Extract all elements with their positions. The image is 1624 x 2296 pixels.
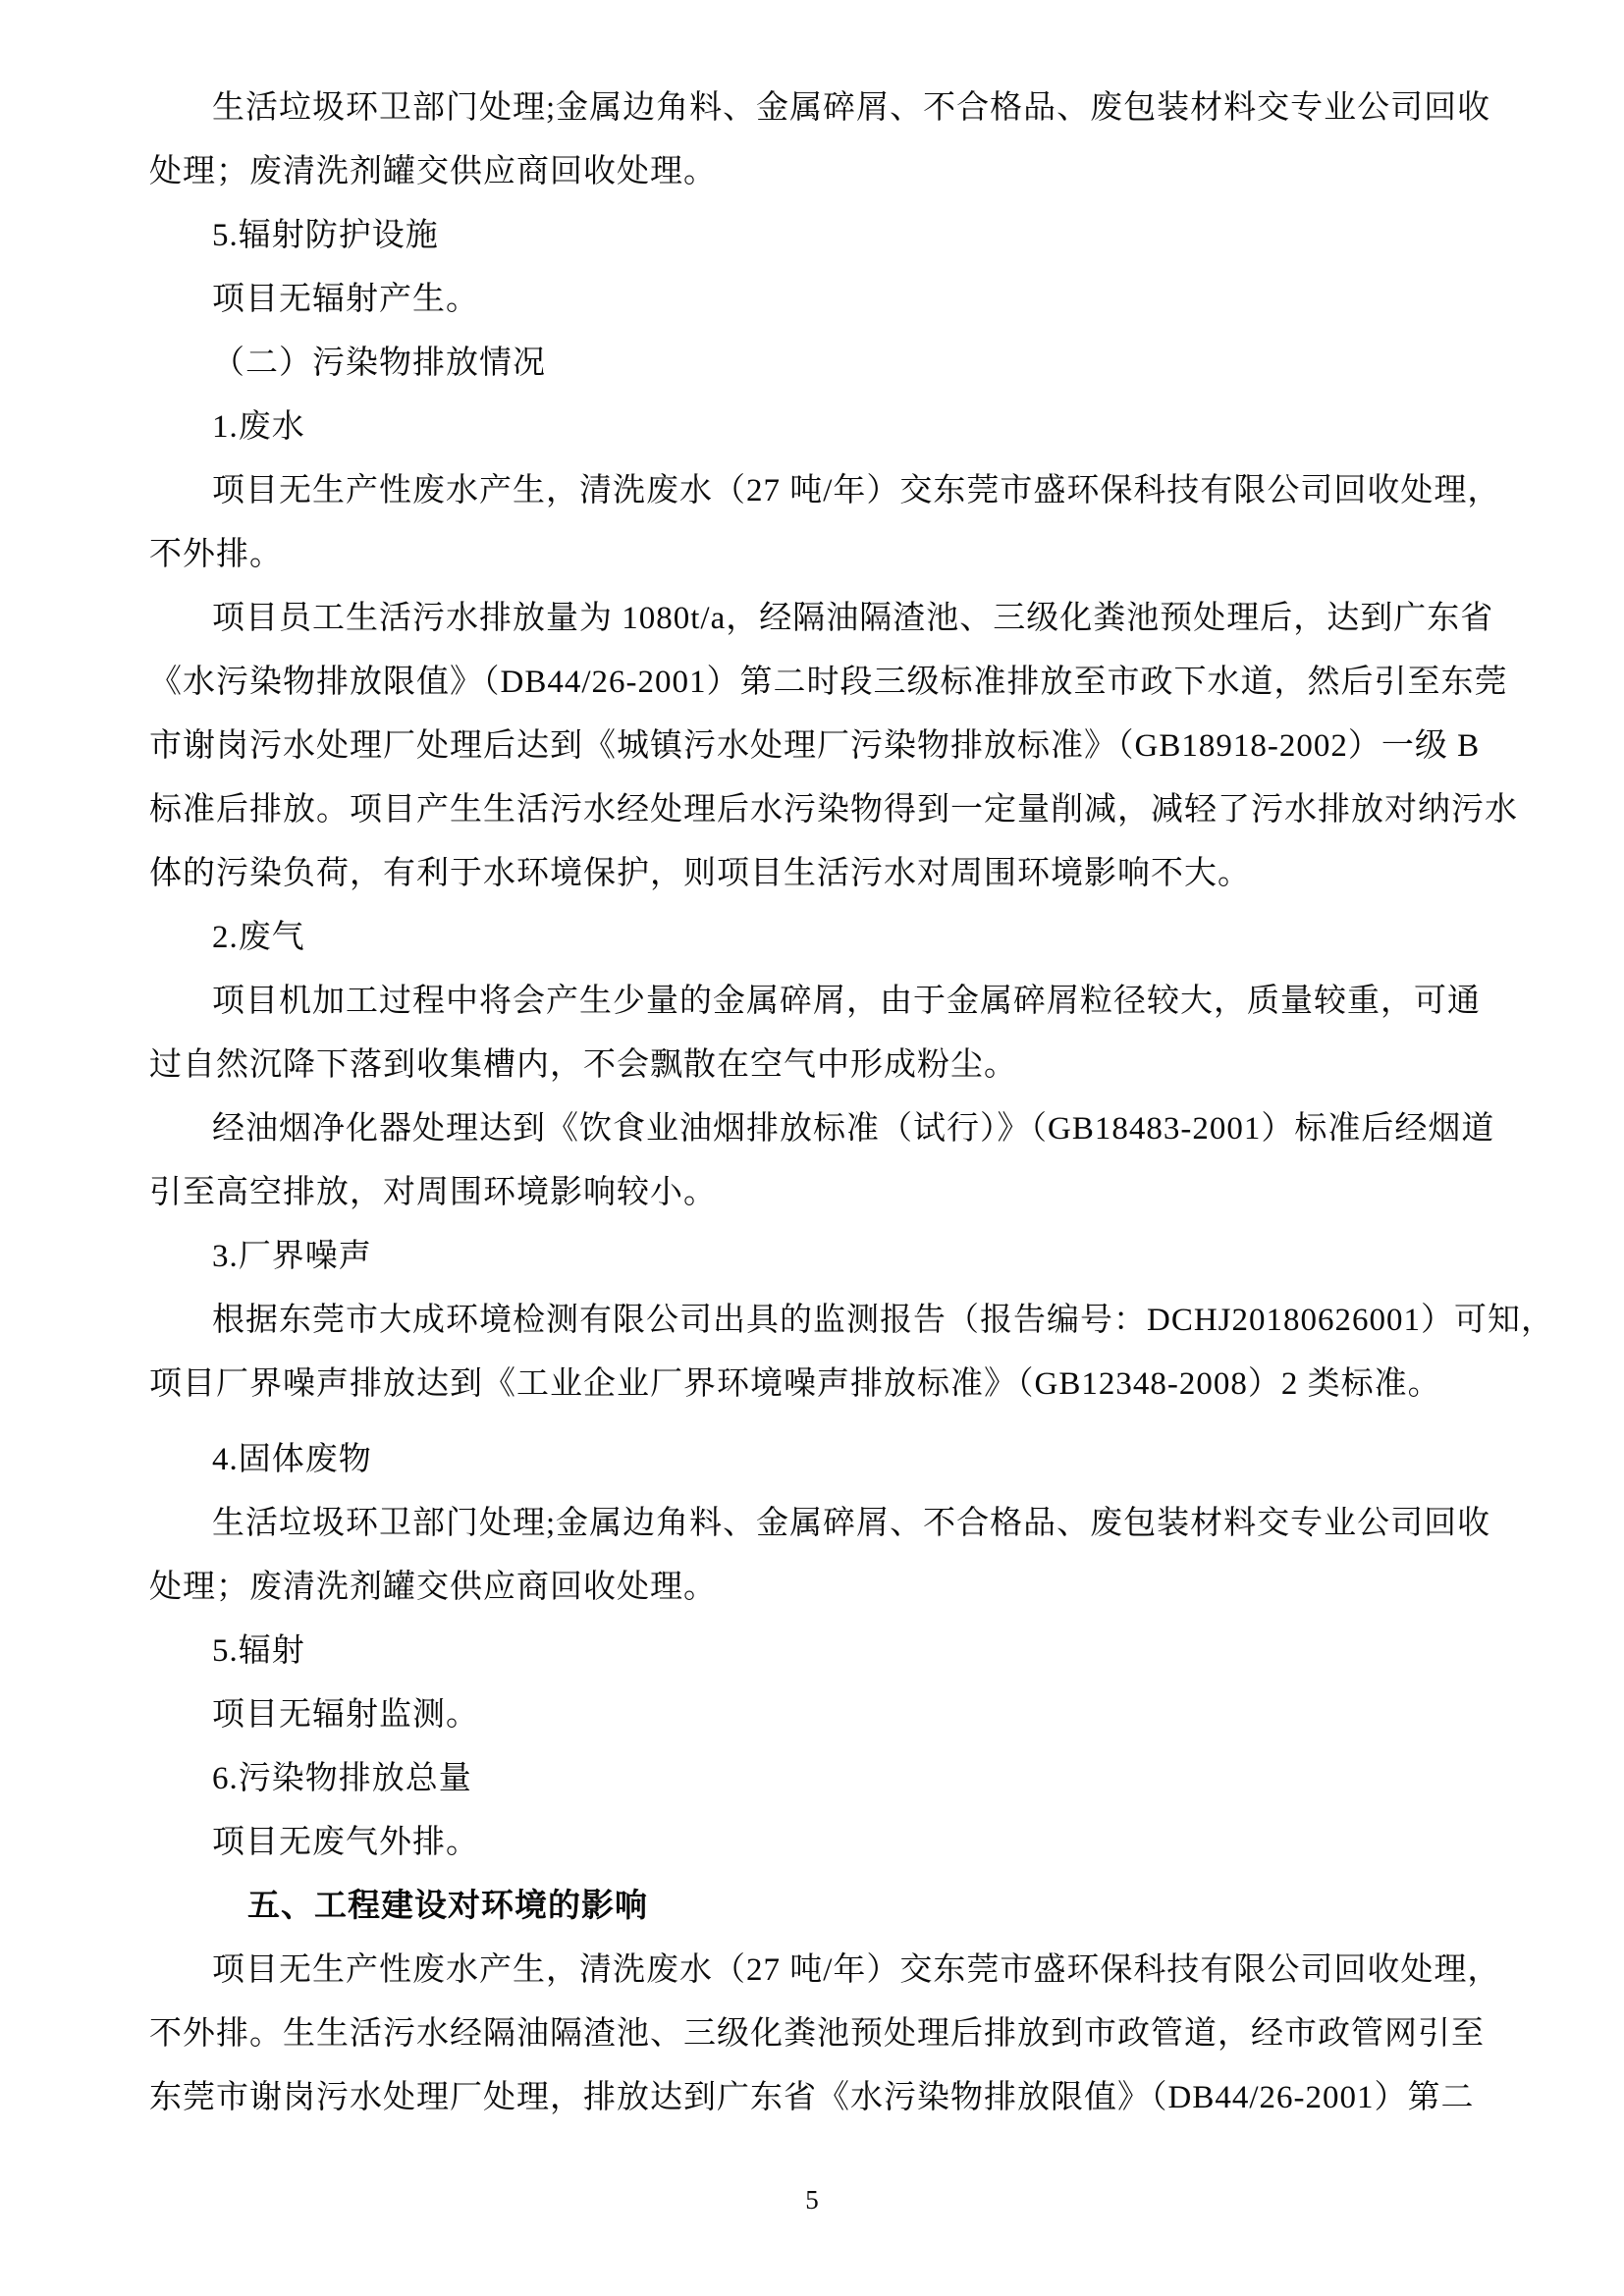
- text-line: 4.固体废物: [212, 1442, 372, 1477]
- document-body: [149, 77, 1555, 2130]
- text-line: 3.厂界噪声: [212, 1239, 372, 1274]
- text-line: 项目无生产性废水产生，清洗废水（27 吨/年）交东莞市盛环保科技有限公司回收处理，: [212, 1952, 1501, 1988]
- text-line: 6.污染物排放总量: [212, 1761, 472, 1796]
- text-line: 生活垃圾环卫部门处理;金属边角料、金属碎屑、不合格品、废包装材料交专业公司回收: [212, 1506, 1491, 1541]
- text-line: 东莞市谢岗污水处理厂处理，排放达到广东省《水污染物排放限值》（DB44/26-2001）第二: [149, 2080, 1475, 2115]
- text-line: 项目无辐射监测。: [212, 1697, 479, 1733]
- text-line: 项目无辐射产生。: [212, 282, 479, 317]
- text-line: 项目无生产性废水产生，清洗废水（27 吨/年）交东莞市盛环保科技有限公司回收处理，: [212, 473, 1501, 508]
- text-line: 经油烟净化器处理达到《饮食业油烟排放标准（试行）》（GB18483-2001）标准后经烟道: [212, 1111, 1495, 1147]
- text-line: 1.废水: [212, 409, 305, 445]
- text-line: 生活垃圾环卫部门处理;金属边角料、金属碎屑、不合格品、废包装材料交专业公司回收: [212, 90, 1491, 126]
- text-line: 《水污染物排放限值》（DB44/26-2001）第二时段三级标准排放至市政下水道，然后引至东莞: [149, 665, 1508, 700]
- section-heading: 五、工程建设对环境的影响: [247, 1889, 648, 1924]
- text-line: （二）污染物排放情况: [212, 346, 546, 381]
- text-line: 处理；废清洗剂罐交供应商回收处理。: [149, 1570, 717, 1605]
- text-line: 不外排。生生活污水经隔油隔渣池、三级化粪池预处理后排放到市政管道，经市政管网引至: [149, 2016, 1485, 2052]
- text-line: 项目无废气外排。: [212, 1825, 479, 1860]
- text-line: 根据东莞市大成环境检测有限公司出具的监测报告（报告编号：DCHJ20180626001）可知，: [212, 1303, 1555, 1338]
- page-number: 5: [805, 2185, 819, 2215]
- text-line: 体的污染负荷，有利于水环境保护，则项目生活污水对周围环境影响不大。: [149, 856, 1251, 891]
- text-line: 市谢岗污水处理厂处理后达到《城镇污水处理厂污染物排放标准》（GB18918-2002）一级 B: [149, 728, 1481, 764]
- text-line: 项目机加工过程中将会产生少量的金属碎屑，由于金属碎屑粒径较大，质量较重，可通: [212, 984, 1481, 1019]
- text-line: 过自然沉降下落到收集槽内，不会飘散在空气中形成粉尘。: [149, 1047, 1017, 1083]
- text-line: 项目员工生活污水排放量为 1080t/a，经隔油隔渣池、三级化粪池预处理后，达到广东省: [212, 601, 1494, 636]
- text-line: 项目厂界噪声排放达到《工业企业厂界环境噪声排放标准》（GB12348-2008）2 类标准。: [149, 1366, 1441, 1402]
- text-line: 2.废气: [212, 920, 305, 955]
- text-line: 不外排。: [149, 537, 283, 572]
- text-line: 5.辐射防护设施: [212, 218, 439, 253]
- text-line: 5.辐射: [212, 1633, 305, 1669]
- text-line: 处理；废清洗剂罐交供应商回收处理。: [149, 154, 717, 189]
- text-line: 标准后排放。项目产生生活污水经处理后水污染物得到一定量削减，减轻了污水排放对纳污水: [149, 792, 1518, 828]
- text-line: 引至高空排放，对周围环境影响较小。: [149, 1175, 717, 1210]
